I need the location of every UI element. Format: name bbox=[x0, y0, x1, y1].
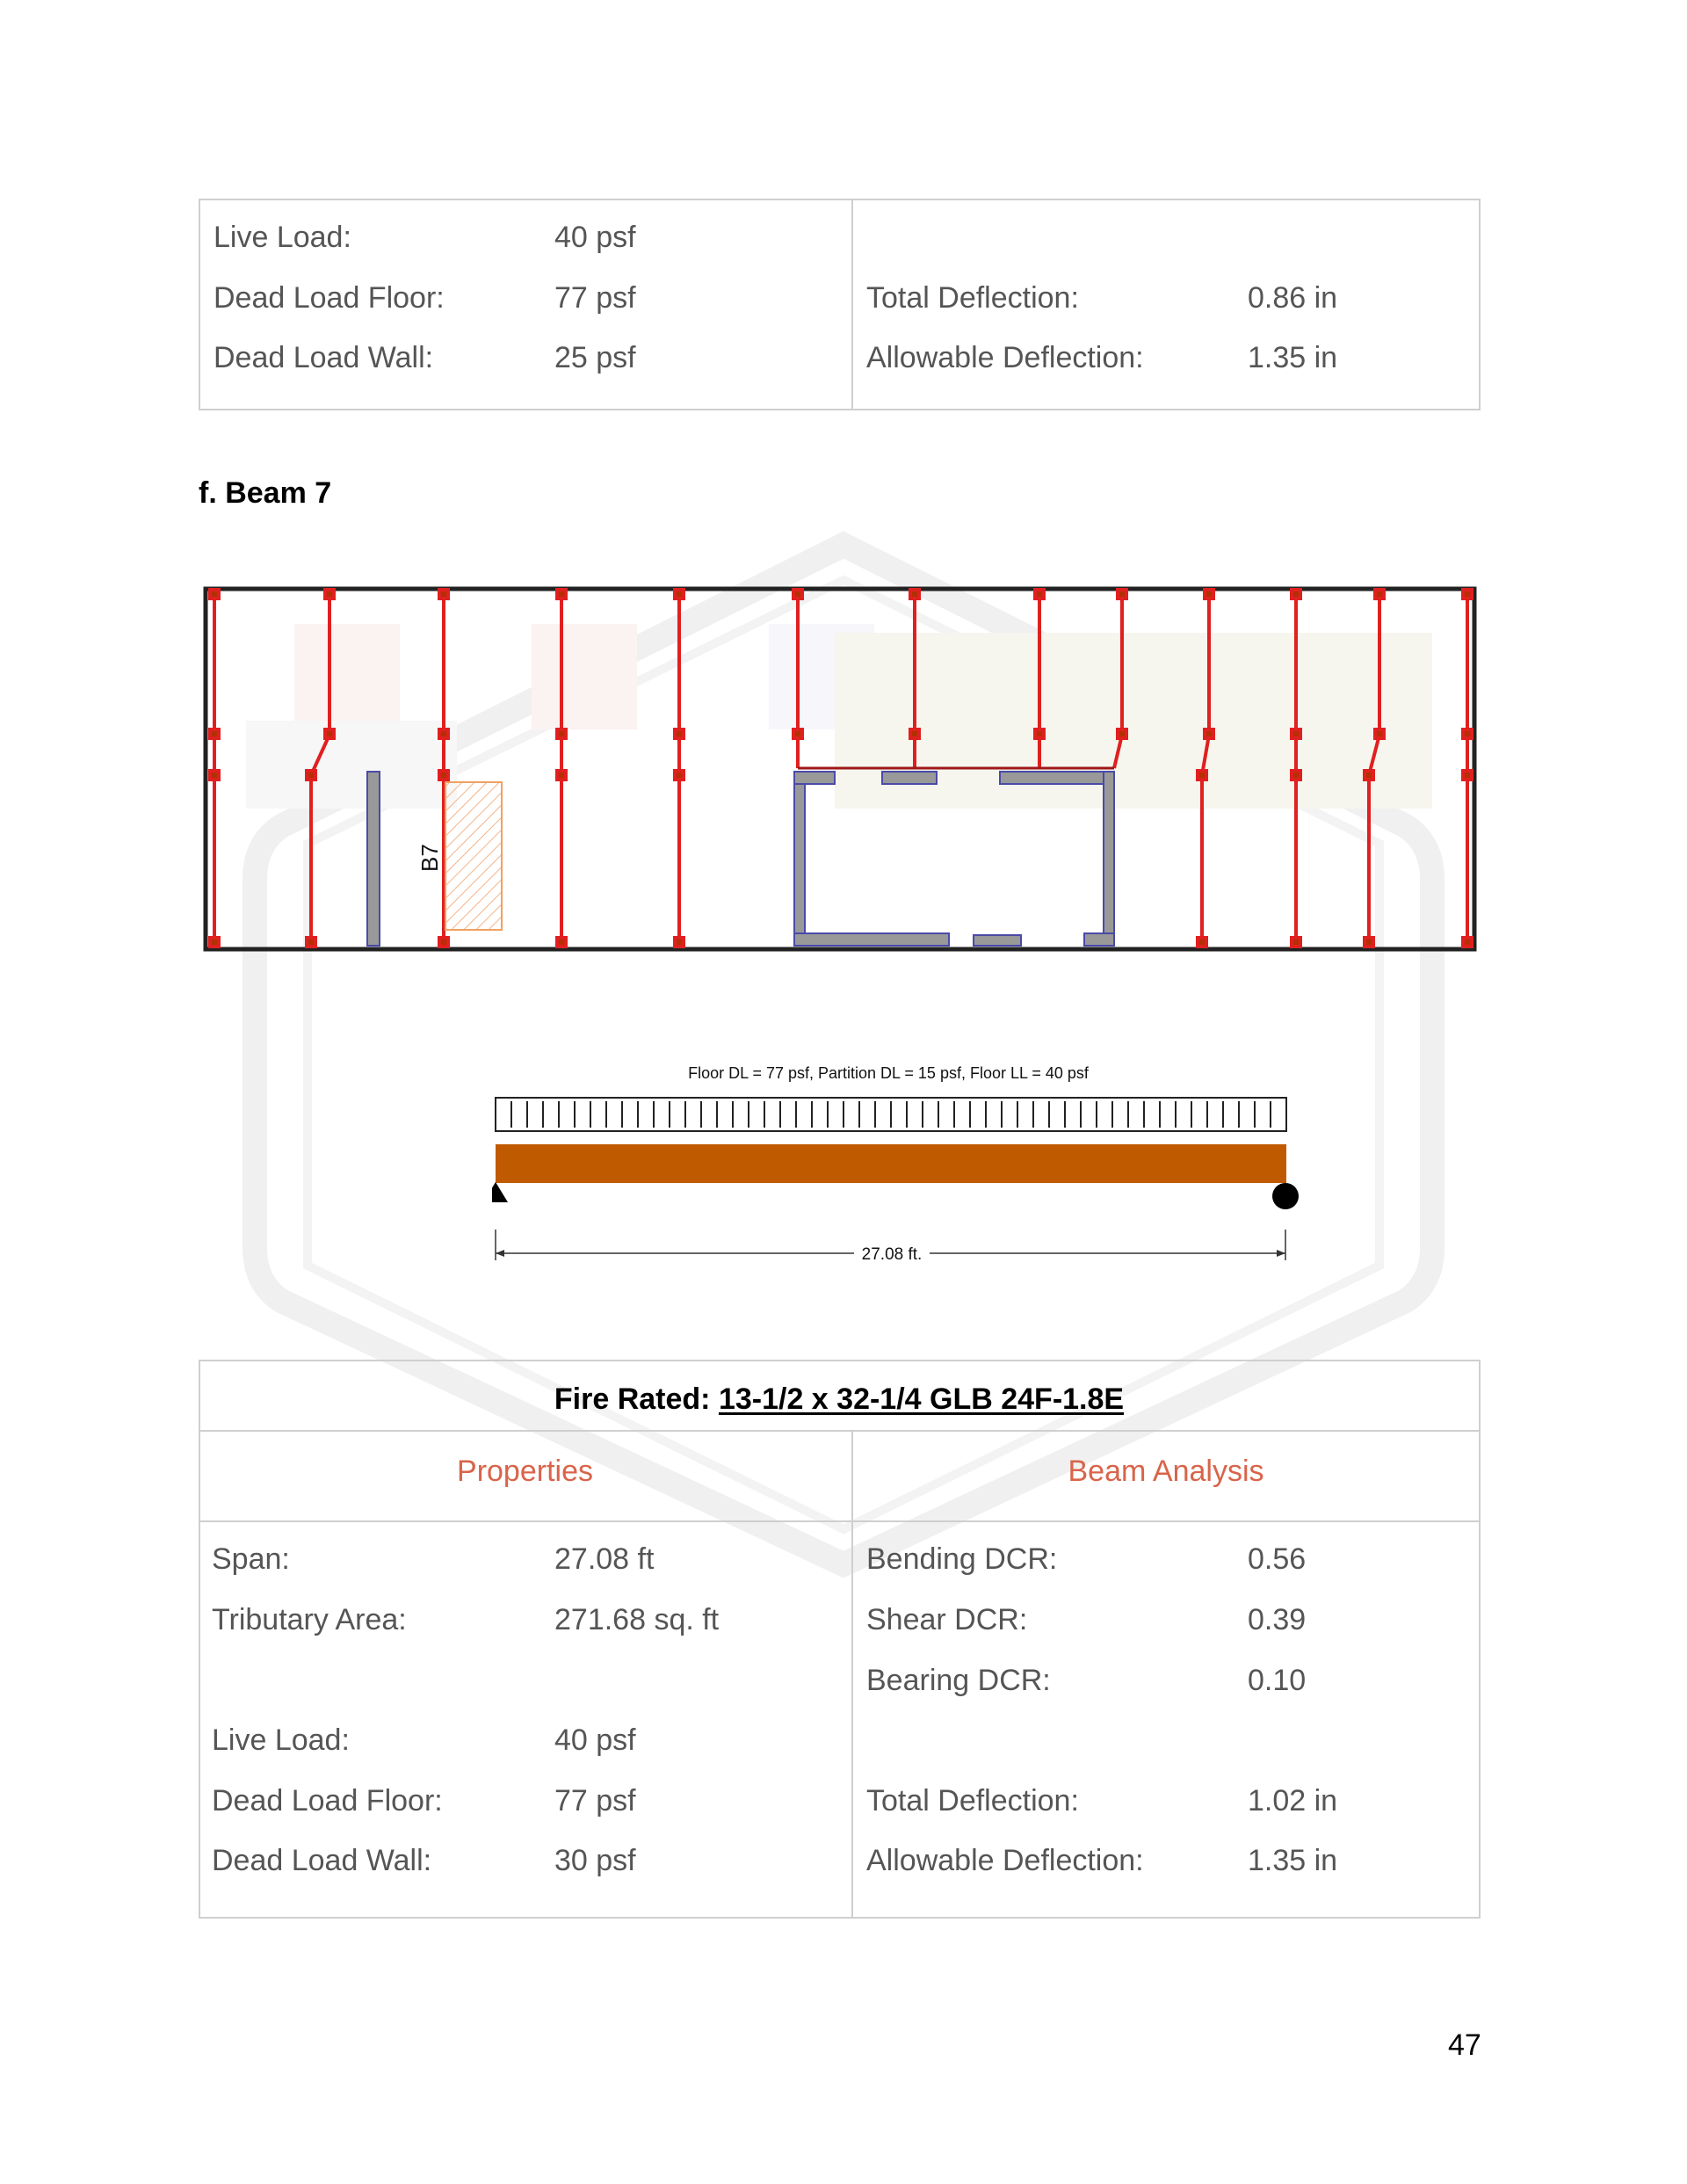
top-allowable-deflection-label: Allowable Deflection: bbox=[866, 341, 1144, 374]
span-value: 27.08 ft bbox=[554, 1542, 655, 1576]
dead-load-wall-label: Dead Load Wall: bbox=[212, 1844, 432, 1877]
shear-dcr-value: 0.39 bbox=[1248, 1603, 1307, 1636]
tributary-area-value: 271.68 sq. ft bbox=[554, 1603, 720, 1636]
framing-plan bbox=[200, 584, 1480, 954]
allowable-deflection-label: Allowable Deflection: bbox=[866, 1844, 1144, 1877]
top-allowable-deflection-value: 1.35 in bbox=[1248, 341, 1338, 374]
top-live-load-label: Live Load: bbox=[214, 221, 351, 254]
top-total-deflection-value: 0.86 in bbox=[1248, 281, 1338, 315]
live-load-value: 40 psf bbox=[554, 1723, 636, 1757]
beam-table-title bbox=[0, 1382, 1678, 1417]
beam-member bbox=[496, 1144, 1286, 1183]
bearing-dcr-label: Bearing DCR: bbox=[866, 1664, 1051, 1697]
bearing-dcr-value: 0.10 bbox=[1248, 1664, 1307, 1697]
dead-load-wall-value: 30 psf bbox=[554, 1844, 636, 1877]
top-dead-load-wall-label: Dead Load Wall: bbox=[214, 341, 434, 374]
allowable-deflection-value: 1.35 in bbox=[1248, 1844, 1338, 1877]
member-size: 13-1/2 x 32-1/4 GLB 24F-1.8E bbox=[718, 1382, 1125, 1416]
beam-table bbox=[199, 1360, 1481, 1919]
section-heading: f. Beam 7 bbox=[199, 476, 332, 510]
top-total-deflection-label: Total Deflection: bbox=[866, 281, 1079, 315]
total-deflection-value: 1.02 in bbox=[1248, 1784, 1338, 1818]
fire-rated-label: Fire Rated: bbox=[554, 1382, 711, 1416]
properties-header: Properties bbox=[457, 1455, 593, 1488]
tributary-area-label: Tributary Area: bbox=[212, 1603, 407, 1636]
dead-load-floor-label: Dead Load Floor: bbox=[212, 1784, 443, 1818]
shear-dcr-label: Shear DCR: bbox=[866, 1603, 1028, 1636]
beam-load-text: Floor DL = 77 psf, Partition DL = 15 psf, Floor LL = 40 psf bbox=[688, 1064, 1089, 1082]
top-dead-load-floor-value: 77 psf bbox=[554, 281, 636, 315]
dead-load-floor-value: 77 psf bbox=[554, 1784, 636, 1818]
beam-b7-label: B7 bbox=[416, 844, 443, 872]
total-deflection-label: Total Deflection: bbox=[866, 1784, 1079, 1818]
beam-analysis-header: Beam Analysis bbox=[1068, 1455, 1264, 1488]
span-label: Span: bbox=[212, 1542, 290, 1576]
beam-span-text: 27.08 ft. bbox=[861, 1245, 923, 1264]
bending-dcr-label: Bending DCR: bbox=[866, 1542, 1058, 1576]
top-dead-load-floor-label: Dead Load Floor: bbox=[214, 281, 445, 315]
roller-support bbox=[1272, 1183, 1299, 1209]
beam-diagram bbox=[492, 1060, 1309, 1271]
page-number: 47 bbox=[1448, 2028, 1481, 2062]
live-load-label: Live Load: bbox=[212, 1723, 350, 1757]
top-dead-load-wall-value: 25 psf bbox=[554, 341, 636, 374]
top-live-load-value: 40 psf bbox=[554, 221, 636, 254]
pin-support bbox=[492, 1182, 508, 1202]
bending-dcr-value: 0.56 bbox=[1248, 1542, 1307, 1576]
